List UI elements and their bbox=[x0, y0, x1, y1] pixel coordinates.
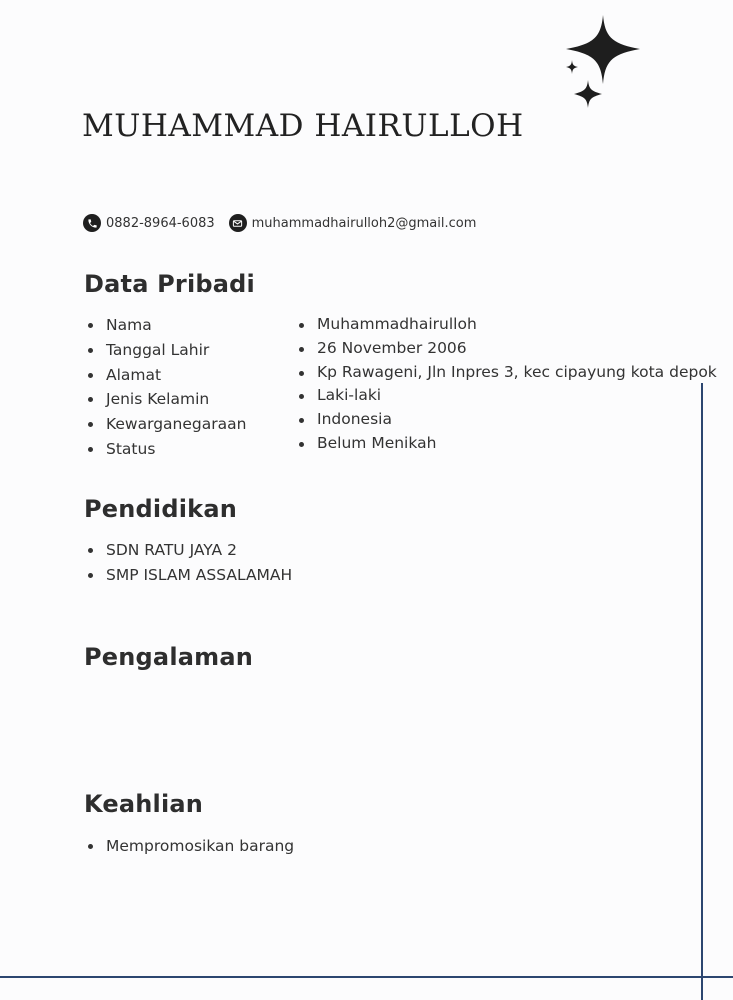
email-address: muhammadhairulloh2@gmail.com bbox=[251, 215, 477, 231]
value-tanggal-lahir: 26 November 2006 bbox=[295, 337, 717, 361]
section-title-keahlian: Keahlian bbox=[84, 790, 204, 818]
list-item: Status bbox=[84, 437, 246, 462]
value-jenis-kelamin: Laki-laki bbox=[295, 384, 717, 408]
accent-horizontal-line bbox=[0, 976, 733, 978]
contact-row bbox=[83, 214, 476, 232]
list-item: SMP ISLAM ASSALAMAH bbox=[84, 563, 292, 588]
list-item: Kewarganegaraan bbox=[84, 412, 246, 437]
keahlian-list bbox=[84, 834, 294, 859]
sparkle-icon bbox=[560, 12, 645, 112]
list-item: SDN RATU JAYA 2 bbox=[84, 538, 292, 563]
phone-icon bbox=[83, 214, 101, 232]
data-pribadi-labels bbox=[84, 313, 246, 462]
value-kewarganegaraan: Indonesia bbox=[295, 408, 717, 432]
section-title-pendidikan: Pendidikan bbox=[84, 495, 238, 523]
pendidikan-list bbox=[84, 538, 292, 588]
list-item: Alamat bbox=[84, 363, 246, 388]
list-item: Nama bbox=[84, 313, 246, 338]
value-alamat: Kp Rawageni, Jln Inpres 3, kec cipayung kota depok bbox=[295, 361, 717, 385]
phone-number: 0882-8964-6083 bbox=[106, 215, 215, 231]
mail-icon bbox=[229, 214, 247, 232]
section-title-data-pribadi: Data Pribadi bbox=[84, 270, 255, 298]
list-item: Mempromosikan barang bbox=[84, 834, 294, 859]
value-status: Belum Menikah bbox=[295, 432, 717, 456]
accent-vertical-line bbox=[701, 383, 703, 1000]
list-item: Jenis Kelamin bbox=[84, 387, 246, 412]
list-item: Tanggal Lahir bbox=[84, 338, 246, 363]
data-pribadi-values bbox=[295, 313, 717, 456]
section-title-pengalaman: Pengalaman bbox=[84, 643, 254, 671]
value-nama: Muhammadhairulloh bbox=[295, 313, 717, 337]
cv-name: MUHAMMAD HAIRULLOH bbox=[82, 108, 524, 144]
